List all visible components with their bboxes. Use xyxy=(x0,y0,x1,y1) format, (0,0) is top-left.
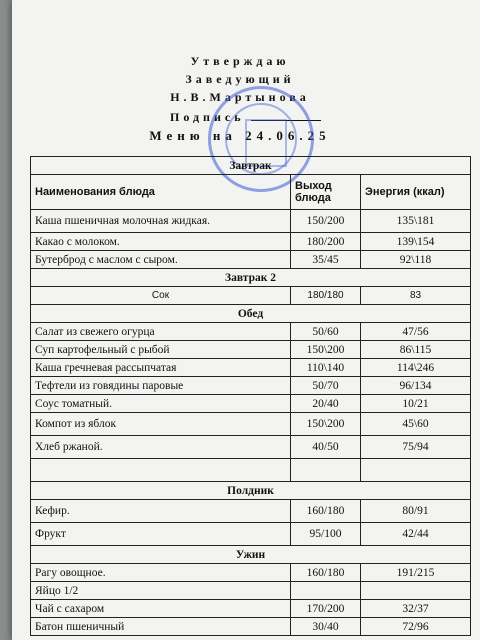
dish-energy: 32/37 xyxy=(361,600,471,618)
table-row xyxy=(31,600,471,618)
table-row xyxy=(31,436,471,459)
dish-energy: 47/56 xyxy=(361,323,471,341)
dish-energy: 191/215 xyxy=(361,564,471,582)
dish-name: Хлеб ржаной. xyxy=(31,436,291,459)
col-name-header: Наименования блюда xyxy=(31,175,291,210)
section-row xyxy=(31,305,471,323)
dish-yield: 30/40 xyxy=(291,618,361,636)
dish-yield: 50/60 xyxy=(291,323,361,341)
dish-name: Фрукт xyxy=(31,523,291,546)
head-title: Заведующий xyxy=(185,72,295,86)
table-row xyxy=(31,500,471,523)
dish-yield: 160/180 xyxy=(291,500,361,523)
dish-energy: 72/96 xyxy=(361,618,471,636)
dish-yield: 110\140 xyxy=(291,359,361,377)
dish-energy: 83 xyxy=(361,287,471,305)
dish-name: Чай с сахаром xyxy=(31,600,291,618)
dish-yield: 150/200 xyxy=(291,210,361,233)
table-row xyxy=(31,377,471,395)
section-title: Полдник xyxy=(31,482,471,500)
table-row xyxy=(31,582,471,600)
table-row xyxy=(31,233,471,251)
dish-name: Сок xyxy=(31,287,291,305)
column-header-row xyxy=(31,175,471,210)
table-row xyxy=(31,251,471,269)
dish-yield: 95/100 xyxy=(291,523,361,546)
dish-energy: 135\181 xyxy=(361,210,471,233)
dish-energy: 80/91 xyxy=(361,500,471,523)
table-row xyxy=(31,618,471,636)
table-row xyxy=(31,210,471,233)
dish-yield: 170/200 xyxy=(291,600,361,618)
dish-name: Каша гречневая рассыпчатая xyxy=(31,359,291,377)
table-row xyxy=(31,564,471,582)
dish-energy: 139\154 xyxy=(361,233,471,251)
section-title: Завтрак xyxy=(31,157,471,175)
dish-yield: 180/200 xyxy=(291,233,361,251)
dish-name: Соус томатный. xyxy=(31,395,291,413)
table-row xyxy=(31,413,471,436)
section-row xyxy=(31,546,471,564)
dish-yield: 20/40 xyxy=(291,395,361,413)
empty-row xyxy=(31,459,471,482)
dish-name: Тефтели из говядины паровые xyxy=(31,377,291,395)
dish-energy: 10/21 xyxy=(361,395,471,413)
section-title: Ужин xyxy=(31,546,471,564)
section-row xyxy=(31,482,471,500)
section-title: Обед xyxy=(31,305,471,323)
menu-table xyxy=(30,156,471,636)
dish-name: Яйцо 1/2 xyxy=(31,582,291,600)
dish-yield: 160/180 xyxy=(291,564,361,582)
dish-name: Какао с молоком. xyxy=(31,233,291,251)
head-name: Н.В.Мартынова xyxy=(170,90,310,104)
dish-name: Компот из яблок xyxy=(31,413,291,436)
dish-energy: 45\60 xyxy=(361,413,471,436)
dish-name: Рагу овощное. xyxy=(31,564,291,582)
dish-yield: 35/45 xyxy=(291,251,361,269)
dish-energy: 114\246 xyxy=(361,359,471,377)
dish-yield xyxy=(291,582,361,600)
table-row xyxy=(31,395,471,413)
dish-name: Кефир. xyxy=(31,500,291,523)
section-row xyxy=(31,157,471,175)
dish-energy xyxy=(361,582,471,600)
menu-title: Меню на 24.06.25 xyxy=(149,128,331,143)
signature-label: Подпись xyxy=(170,110,245,124)
dish-energy: 75/94 xyxy=(361,436,471,459)
table-row xyxy=(31,341,471,359)
dish-name: Бутерброд с маслом с сыром. xyxy=(31,251,291,269)
table-row xyxy=(31,523,471,546)
approve-label: Утверждаю xyxy=(190,54,290,68)
dish-yield: 40/50 xyxy=(291,436,361,459)
dish-name: Салат из свежего огурца xyxy=(31,323,291,341)
dish-name: Суп картофельный с рыбой xyxy=(31,341,291,359)
dish-yield: 150\200 xyxy=(291,413,361,436)
dish-yield: 50/70 xyxy=(291,377,361,395)
section-row xyxy=(31,269,471,287)
col-yield-header: Выход блюда xyxy=(291,175,361,210)
dish-energy: 92\118 xyxy=(361,251,471,269)
dish-energy: 86\115 xyxy=(361,341,471,359)
dish-name: Каша пшеничная молочная жидкая. xyxy=(31,210,291,233)
dish-energy: 96/134 xyxy=(361,377,471,395)
dish-name: Батон пшеничный xyxy=(31,618,291,636)
dish-yield: 180/180 xyxy=(291,287,361,305)
section-title: Завтрак 2 xyxy=(31,269,471,287)
dish-yield: 150\200 xyxy=(291,341,361,359)
col-energy-header: Энергия (ккал) xyxy=(361,175,471,210)
table-row xyxy=(31,287,471,305)
table-row xyxy=(31,359,471,377)
dish-energy: 42/44 xyxy=(361,523,471,546)
table-row xyxy=(31,323,471,341)
